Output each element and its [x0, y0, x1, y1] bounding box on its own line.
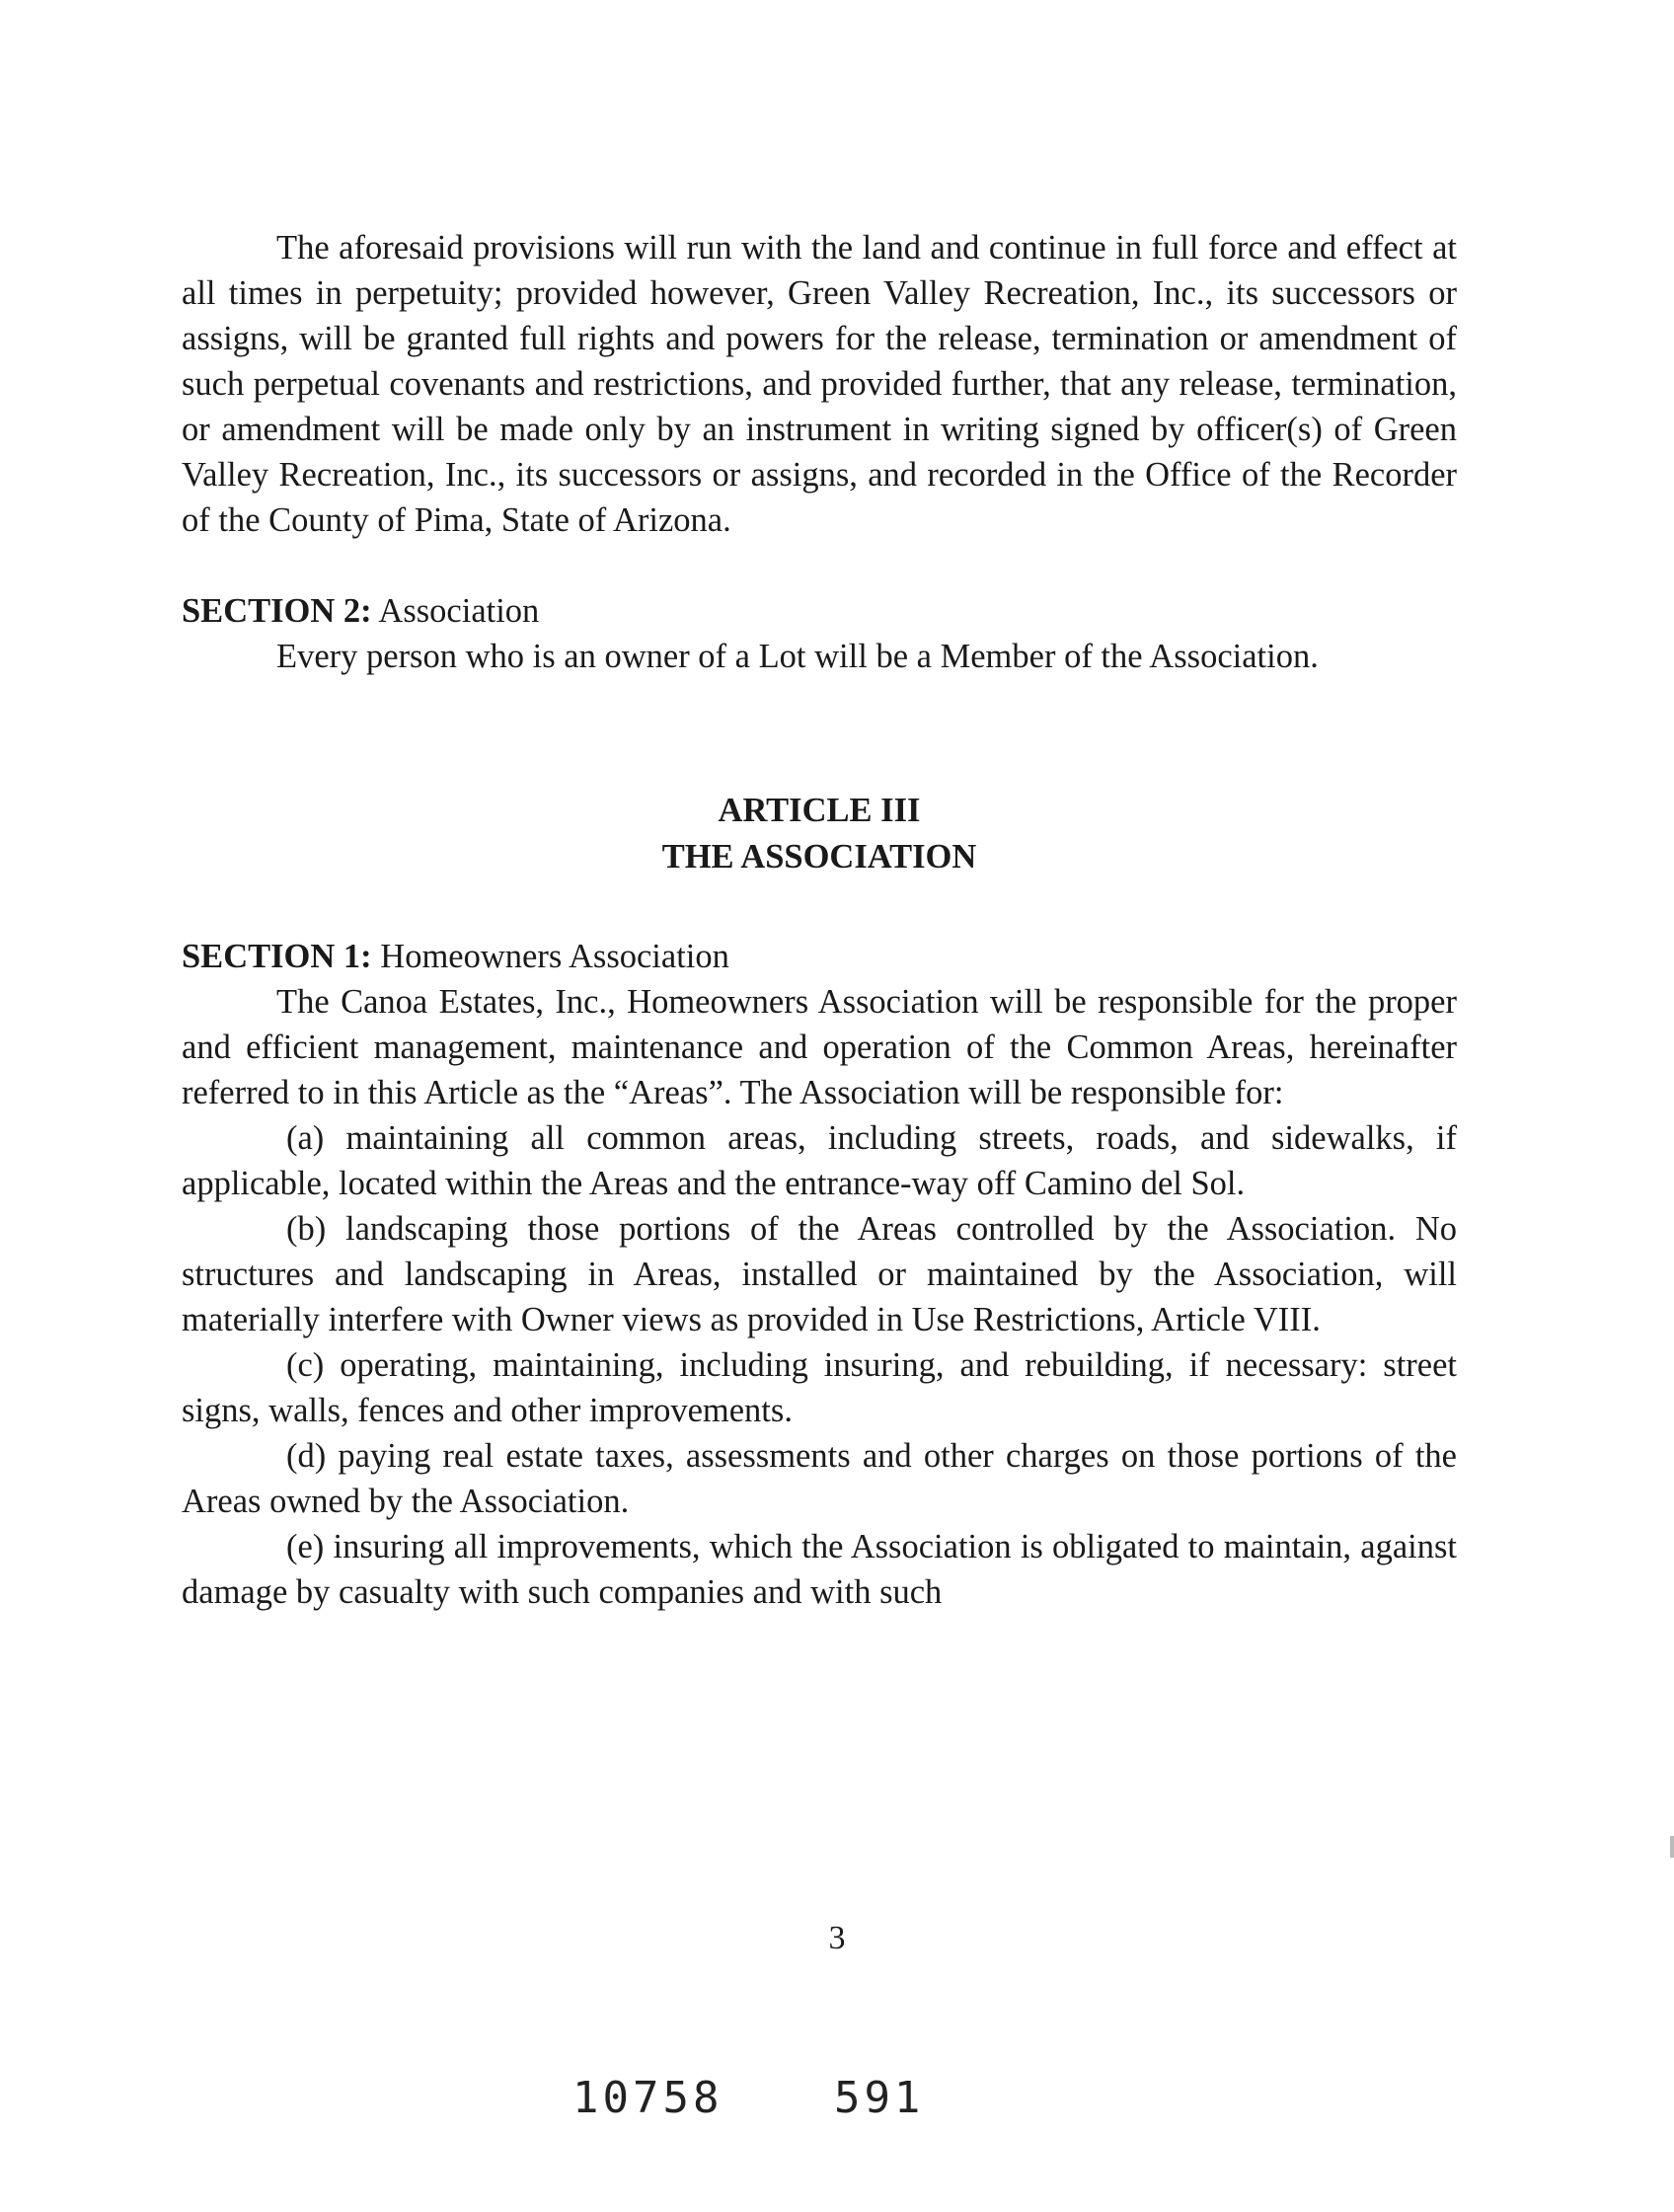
stamp-docket-number: 10758 [572, 2073, 723, 2123]
stamp-page-number: 591 [833, 2073, 925, 2123]
list-item-b: (b) landscaping those portions of the Areas controlled by the Association. No structures and landscaping in Areas, installed or maintained by the Association, will materially interfere with Owner views as provided in Use Restrictions, Article VIII. [182, 1210, 1457, 1338]
section-1-label: SECTION 1: [182, 938, 372, 975]
article-number: ARTICLE III [718, 792, 921, 829]
section-2-label: SECTION 2: [182, 592, 372, 630]
list-item-a: (a) maintaining all common areas, including streets, roads, and sidewalks, if applicable, located within the Areas and the entrance-way off Camino del Sol. [182, 1119, 1457, 1202]
section-2-heading [182, 588, 1457, 634]
section-2-title: Association [378, 592, 540, 630]
perpetuity-paragraph: The aforesaid provisions will run with the land and continue in full force and effect at all times in perpetuity; provided however, Green Valley Recreation, Inc., its successors or assigns, will be granted full rights and powers for the release, termination or amendment of such perpetual covenants and restrictions, and provided further, that any release, termination, or amendment will be made only by an instrument in writing signed by officer(s) of Green Valley Recreation, Inc., its successors or assigns, and recorded in the Office of the Recorder of the County of Pima, State of Arizona. [182, 229, 1457, 539]
section-1-title: Homeowners Association [380, 938, 729, 975]
list-item-c: (c) operating, maintaining, including insuring, and rebuilding, if necessary: street signs, walls, fences and other improvements. [182, 1346, 1457, 1429]
section-2-text: Every person who is an owner of a Lot will be a Member of the Association. [276, 638, 1319, 675]
section-1-heading [182, 934, 1457, 979]
page-number: 3 [828, 1920, 846, 1956]
article-title: THE ASSOCIATION [661, 838, 977, 876]
list-item-e: (e) insuring all improvements, which the Association is obligated to maintain, against damage by casualty with such companies and with such [182, 1528, 1457, 1611]
article-heading [182, 788, 1457, 880]
section-1-intro: The Canoa Estates, Inc., Homeowners Association will be responsible for the proper and efficient management, maintenance and operation of the Common Areas, hereinafter referred to in this Article as the “Areas”. The Association will be responsible for: [182, 983, 1457, 1111]
document-body [182, 225, 1457, 1615]
recording-stamp [572, 2073, 924, 2123]
scan-edge-mark [1670, 1836, 1674, 1858]
section-1 [182, 934, 1457, 1615]
list-item-d: (d) paying real estate taxes, assessments and other charges on those portions of the Areas owned by the Association. [182, 1437, 1457, 1520]
section-2 [182, 588, 1457, 679]
